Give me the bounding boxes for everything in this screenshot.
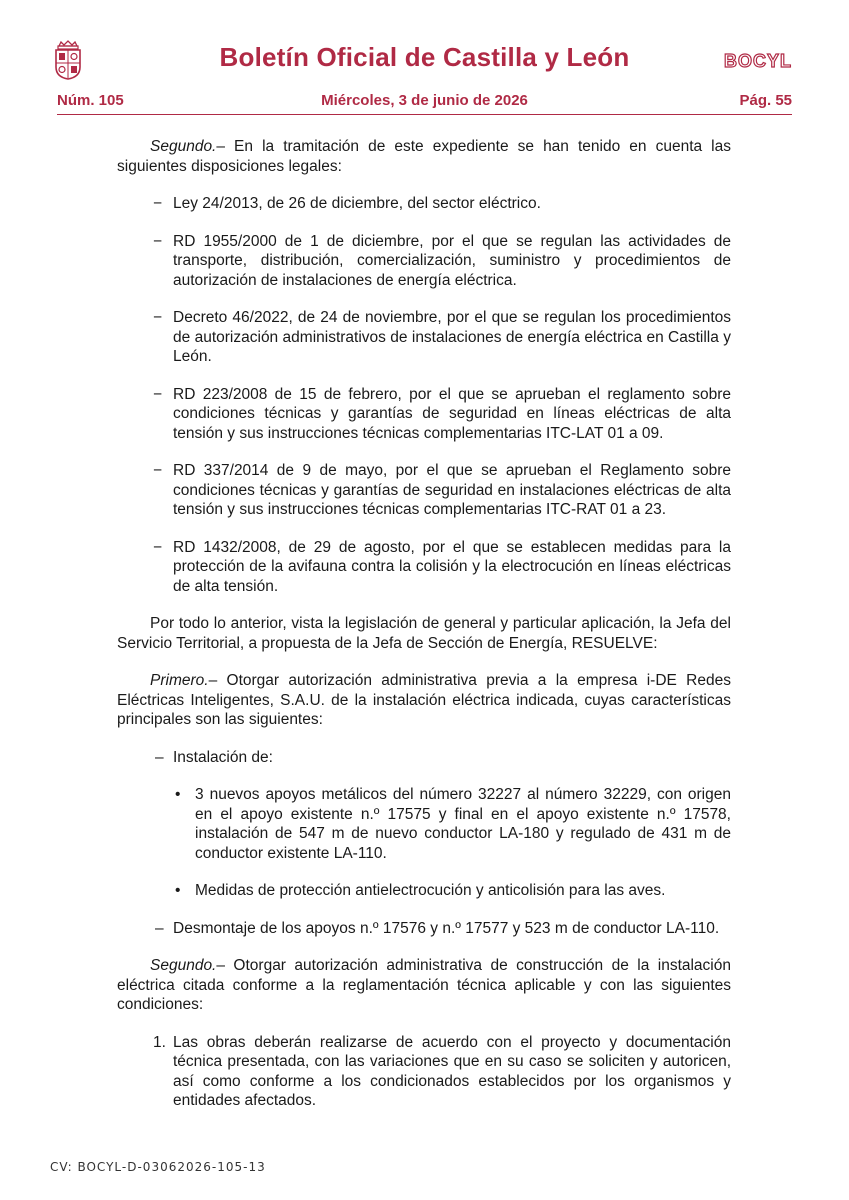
por-todo-paragraph: Por todo lo anterior, vista la legislación de general y particular aplicación, la Jefa del Servicio Territorial, a propuesta de la Jefa de Sección de Energía, RESUELVE: <box>117 615 731 652</box>
issue-number: Núm. 105 <box>57 92 124 109</box>
page-number: Pág. 55 <box>739 92 792 109</box>
segundo-resolution-label: Segundo. <box>150 957 217 974</box>
document-body <box>117 137 731 1129</box>
primero-paragraph: Primero.– Otorgar autorización administrativa previa a la empresa i-DE Redes Eléctricas Inteligentes, S.A.U. de la instalación eléctrica indicada, cuyas características principales son las siguientes: <box>117 672 731 728</box>
instalacion-item: – Instalación de: <box>155 748 273 766</box>
law-item: − Decreto 46/2022, de 24 de noviembre, por el que se regulan los procedimientos de autorización administrativos de instalaciones de energía eléctrica en Castilla y León. <box>153 309 731 365</box>
primero-label: Primero. <box>150 672 209 689</box>
segundo-resolution-paragraph: Segundo.– Otorgar autorización administrativa de construcción de la instalación eléctrica citada conforme a la reglamentación técnica aplicable y con las siguientes condiciones: <box>117 957 731 1013</box>
issue-date: Miércoles, 3 de junio de 2026 <box>321 92 528 109</box>
cv-code: CV: BOCYL-D-03062026-105-13 <box>50 1160 266 1174</box>
segundo-label: Segundo. <box>150 138 217 155</box>
law-item: − RD 223/2008 de 15 de febrero, por el que se aprueban el reglamento sobre condiciones técnicas y garantías de seguridad en líneas eléctricas de alta tensión y sus instrucciones técnicas complementarias ITC-LAT 01 a 09. <box>153 385 731 442</box>
segundo-paragraph: Segundo.– En la tramitación de este expediente se han tenido en cuenta las siguientes disposiciones legales: <box>117 138 731 175</box>
bocyl-logo: BOCYL <box>724 51 792 71</box>
installation-bullet: • 3 nuevos apoyos metálicos del número 32227 al número 32229, con origen en el apoyo existente n.º 17575 y final en el apoyo existente n.º 17578, instalación de 547 m de nuevo conductor LA-180 y regulado de 431 m de conductor existente LA-110. <box>175 786 731 862</box>
law-item: − RD 1432/2008, de 29 de agosto, por el que se establecen medidas para la protección de la avifauna contra la colisión y la electrocución en líneas eléctricas de alta tensión. <box>153 538 731 595</box>
law-item: − Ley 24/2013, de 26 de diciembre, del sector eléctrico. <box>153 195 541 212</box>
issue-info-bar <box>57 92 792 115</box>
condition-item: 1. Las obras deberán realizarse de acuerdo con el proyecto y documentación técnica presentada, con las variaciones que en su caso se soliciten y autoricen, así como conforme a los condicionados establecidos por los organismos y entidades afectados. <box>153 1033 731 1109</box>
desmontaje-item: – Desmontaje de los apoyos n.º 17576 y n.º 17577 y 523 m de conductor LA-110. <box>155 919 720 937</box>
law-item: − RD 1955/2000 de 1 de diciembre, por el que se regulan las actividades de transporte, distribución, comercialización, suministro y procedimientos de autorización de instalaciones de energía eléctrica. <box>153 232 731 289</box>
installation-bullet: • Medidas de protección antielectrocución y anticolisión para las aves. <box>175 882 666 899</box>
law-item: − RD 337/2014 de 9 de mayo, por el que se aprueban el Reglamento sobre condiciones técnicas y garantías de seguridad en instalaciones eléctricas de alta tensión y sus instrucciones técnicas complementarias ITC-RAT 01 a 23. <box>153 462 731 518</box>
bulletin-title: Boletín Oficial de Castilla y León <box>219 42 630 72</box>
